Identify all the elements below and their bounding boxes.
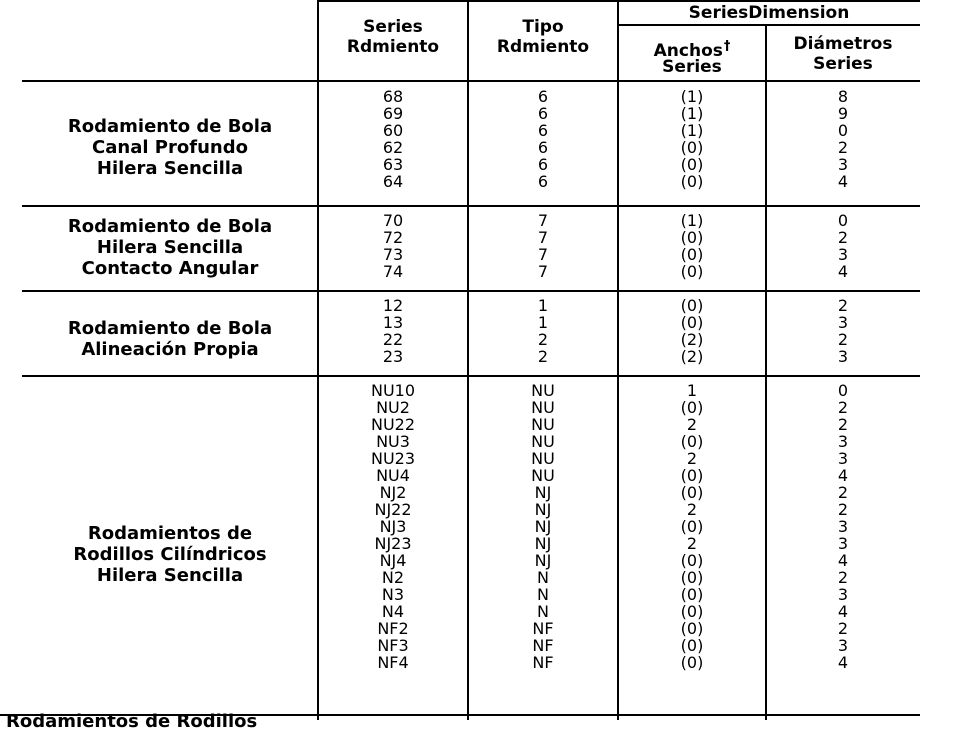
- diametros-cell: 2: [837, 483, 849, 502]
- tipo-rdmiento-cell: NJ: [534, 500, 552, 519]
- next-group-label-partial: Rodamientos de Rodillos: [6, 711, 258, 732]
- diametros-cell: 2: [837, 568, 849, 587]
- series-rdmiento-cell: N3: [381, 585, 405, 604]
- anchos-cell: (1): [680, 87, 704, 106]
- series-rdmiento-cell: 63: [382, 155, 404, 174]
- tipo-rdmiento-cell: NU: [531, 398, 555, 417]
- anchos-cell: (2): [680, 330, 704, 349]
- tipo-rdmiento-cell: NJ: [534, 517, 552, 536]
- anchos-cell: 1: [686, 381, 698, 400]
- anchos-cell: 2: [686, 500, 698, 519]
- series-rdmiento-cell: NJ22: [374, 500, 412, 519]
- anchos-cell: (0): [680, 172, 704, 191]
- diametros-cell: 2: [837, 415, 849, 434]
- anchos-cell: (0): [680, 602, 704, 621]
- anchos-cell: (0): [680, 653, 704, 672]
- diametros-cell: 3: [837, 636, 849, 655]
- tipo-rdmiento-cell: NJ: [534, 483, 552, 502]
- dimension-header-rule: [618, 24, 920, 26]
- diametros-cell: 4: [837, 602, 849, 621]
- tipo-rdmiento-cell: NU: [531, 415, 555, 434]
- tipo-rdmiento-cell: NU: [531, 466, 555, 485]
- diametros-cell: 0: [837, 121, 849, 140]
- tipo-rdmiento-cell: 7: [537, 211, 549, 230]
- series-rdmiento-cell: NU22: [370, 415, 416, 434]
- header-tipo-rdmiento-line2: Rdmiento: [496, 37, 590, 57]
- series-rdmiento-cell: NJ3: [379, 517, 407, 536]
- diametros-cell: 2: [837, 138, 849, 157]
- anchos-cell: (2): [680, 347, 704, 366]
- group-label-line: Alineación Propia: [81, 339, 259, 360]
- diametros-cell: 4: [837, 466, 849, 485]
- tipo-rdmiento-cell: 2: [537, 330, 549, 349]
- group-divider: [22, 290, 920, 292]
- anchos-cell: (0): [680, 585, 704, 604]
- anchos-cell: (0): [680, 483, 704, 502]
- tipo-rdmiento-cell: 1: [537, 313, 549, 332]
- tipo-rdmiento-cell: NU: [531, 432, 555, 451]
- tipo-rdmiento-cell: 6: [537, 104, 549, 123]
- diametros-cell: 3: [837, 432, 849, 451]
- diametros-cell: 3: [837, 245, 849, 264]
- table-top-rule: [318, 0, 920, 2]
- header-diametros-line2: Series: [813, 54, 873, 74]
- group-label-line: Rodamientos de: [87, 523, 253, 544]
- series-rdmiento-cell: NU4: [376, 466, 410, 485]
- header-diametros-line1: Diámetros: [793, 34, 893, 54]
- series-rdmiento-cell: NU23: [370, 449, 416, 468]
- dagger-footnote-mark: †: [723, 39, 731, 54]
- diametros-cell: 2: [837, 619, 849, 638]
- group-label-line: Hilera Sencilla: [96, 237, 244, 258]
- series-rdmiento-cell: 23: [382, 347, 404, 366]
- tipo-rdmiento-cell: NU: [531, 381, 555, 400]
- series-rdmiento-cell: NJ2: [379, 483, 407, 502]
- tipo-rdmiento-cell: N: [537, 568, 549, 587]
- series-rdmiento-cell: 22: [382, 330, 404, 349]
- diametros-cell: 4: [837, 551, 849, 570]
- anchos-cell: (0): [680, 313, 704, 332]
- tipo-rdmiento-cell: N: [537, 602, 549, 621]
- anchos-cell: (0): [680, 432, 704, 451]
- series-rdmiento-cell: N2: [381, 568, 405, 587]
- header-tipo-rdmiento-line1: Tipo: [522, 17, 564, 37]
- group-divider: [22, 205, 920, 207]
- series-rdmiento-cell: NU2: [376, 398, 410, 417]
- diametros-cell: 2: [837, 500, 849, 519]
- series-rdmiento-cell: NU10: [370, 381, 416, 400]
- series-rdmiento-cell: 74: [382, 262, 404, 281]
- series-rdmiento-cell: 69: [382, 104, 404, 123]
- header-series-rdmiento-line1: Series: [363, 17, 423, 37]
- anchos-cell: 2: [686, 449, 698, 468]
- anchos-cell: (1): [680, 104, 704, 123]
- tipo-rdmiento-cell: NU: [531, 449, 555, 468]
- diametros-cell: 3: [837, 585, 849, 604]
- tipo-rdmiento-cell: 6: [537, 121, 549, 140]
- tipo-rdmiento-cell: 1: [537, 296, 549, 315]
- anchos-cell: (0): [680, 466, 704, 485]
- tipo-rdmiento-cell: 6: [537, 87, 549, 106]
- anchos-cell: (0): [680, 262, 704, 281]
- tipo-rdmiento-cell: 6: [537, 155, 549, 174]
- anchos-cell: (0): [680, 636, 704, 655]
- anchos-cell: (0): [680, 568, 704, 587]
- tipo-rdmiento-cell: NF: [532, 636, 554, 655]
- anchos-cell: (0): [680, 619, 704, 638]
- series-rdmiento-cell: N4: [381, 602, 405, 621]
- tipo-rdmiento-cell: 6: [537, 172, 549, 191]
- tipo-rdmiento-cell: 6: [537, 138, 549, 157]
- series-rdmiento-cell: NU3: [376, 432, 410, 451]
- group-label-line: Rodamiento de Bola: [67, 318, 273, 339]
- tipo-rdmiento-cell: 7: [537, 245, 549, 264]
- group-label-line: Canal Profundo: [92, 137, 248, 158]
- diametros-cell: 2: [837, 330, 849, 349]
- tipo-rdmiento-cell: N: [537, 585, 549, 604]
- series-rdmiento-cell: NF2: [377, 619, 409, 638]
- series-rdmiento-cell: 12: [382, 296, 404, 315]
- series-rdmiento-cell: NF3: [377, 636, 409, 655]
- diametros-cell: 4: [837, 172, 849, 191]
- header-series-rdmiento-line2: Rdmiento: [346, 37, 440, 57]
- diametros-cell: 2: [837, 296, 849, 315]
- diametros-cell: 3: [837, 347, 849, 366]
- tipo-rdmiento-cell: NF: [532, 619, 554, 638]
- header-anchos-sub: Series: [662, 57, 722, 77]
- series-rdmiento-cell: 72: [382, 228, 404, 247]
- anchos-cell: (0): [680, 138, 704, 157]
- diametros-cell: 2: [837, 228, 849, 247]
- diametros-cell: 3: [837, 313, 849, 332]
- series-rdmiento-cell: NJ4: [379, 551, 407, 570]
- diametros-cell: 8: [837, 87, 849, 106]
- diametros-cell: 3: [837, 449, 849, 468]
- series-rdmiento-cell: 13: [382, 313, 404, 332]
- diametros-cell: 3: [837, 534, 849, 553]
- header-bottom-rule: [22, 80, 920, 82]
- series-rdmiento-cell: 62: [382, 138, 404, 157]
- diametros-cell: 0: [837, 211, 849, 230]
- diametros-cell: 3: [837, 155, 849, 174]
- anchos-cell: (1): [680, 121, 704, 140]
- diametros-cell: 2: [837, 398, 849, 417]
- group-label-line: Rodamiento de Bola: [67, 216, 273, 237]
- diametros-cell: 9: [837, 104, 849, 123]
- anchos-cell: (1): [680, 211, 704, 230]
- series-rdmiento-cell: 64: [382, 172, 404, 191]
- tipo-rdmiento-cell: 7: [537, 262, 549, 281]
- anchos-cell: (0): [680, 245, 704, 264]
- group-divider: [22, 375, 920, 377]
- tipo-rdmiento-cell: NF: [532, 653, 554, 672]
- series-rdmiento-cell: NJ23: [374, 534, 412, 553]
- anchos-cell: (0): [680, 228, 704, 247]
- tipo-rdmiento-cell: NJ: [534, 534, 552, 553]
- header-anchos-label: Anchos: [653, 41, 723, 61]
- anchos-cell: (0): [680, 296, 704, 315]
- tipo-rdmiento-cell: NJ: [534, 551, 552, 570]
- group-label-line: Rodamiento de Bola: [67, 116, 273, 137]
- diametros-cell: 3: [837, 517, 849, 536]
- series-rdmiento-cell: 60: [382, 121, 404, 140]
- diametros-cell: 4: [837, 653, 849, 672]
- anchos-cell: 2: [686, 415, 698, 434]
- series-rdmiento-cell: 73: [382, 245, 404, 264]
- anchos-cell: (0): [680, 517, 704, 536]
- series-rdmiento-cell: 70: [382, 211, 404, 230]
- diametros-cell: 0: [837, 381, 849, 400]
- diametros-cell: 4: [837, 262, 849, 281]
- anchos-cell: (0): [680, 398, 704, 417]
- header-series-dimension: SeriesDimension: [688, 3, 850, 23]
- anchos-cell: (0): [680, 551, 704, 570]
- group-label-line: Rodillos Cilíndricos: [73, 544, 267, 565]
- anchos-cell: (0): [680, 155, 704, 174]
- tipo-rdmiento-cell: 7: [537, 228, 549, 247]
- tipo-rdmiento-cell: 2: [537, 347, 549, 366]
- group-label-line: Hilera Sencilla: [96, 565, 244, 586]
- group-label-line: Hilera Sencilla: [96, 158, 244, 179]
- group-label-line: Contacto Angular: [81, 258, 259, 279]
- anchos-cell: 2: [686, 534, 698, 553]
- series-rdmiento-cell: NF4: [377, 653, 409, 672]
- series-rdmiento-cell: 68: [382, 87, 404, 106]
